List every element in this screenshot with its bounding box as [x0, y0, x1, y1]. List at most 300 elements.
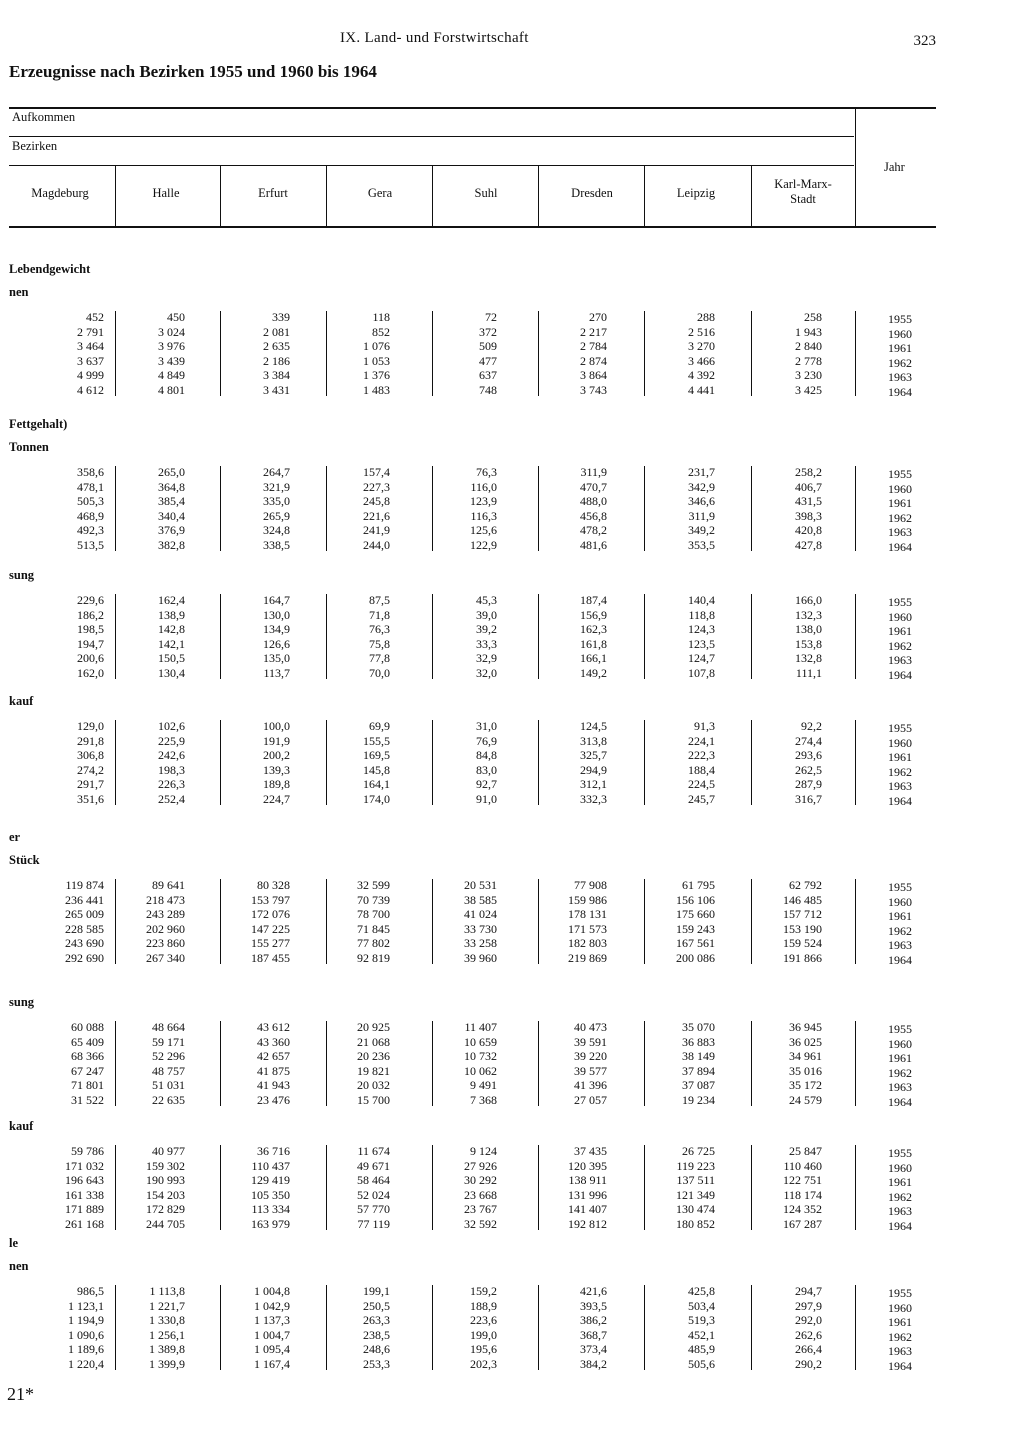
table-cell: 485,9	[688, 1342, 715, 1356]
table-cell: 102,6	[158, 719, 185, 733]
table-cell: 153 190	[783, 921, 822, 936]
table-cell: 386,2	[580, 1313, 607, 1327]
table-cell: 110 437	[251, 1158, 290, 1173]
year-cell: 1963	[888, 938, 912, 952]
table-cell: 505,3	[77, 494, 104, 508]
table-cell: 509	[479, 339, 497, 353]
table-cell: 228 585	[65, 921, 104, 936]
table-cell: 123,9	[470, 494, 497, 508]
year-cell: 1955	[888, 595, 912, 609]
table-cell: 245,7	[688, 791, 715, 806]
section-label: sung	[9, 995, 35, 1009]
section-label: Stück	[9, 853, 40, 867]
table-cell: 223 860	[146, 936, 185, 950]
table-cell: 364,8	[158, 479, 185, 494]
year-cell: 1961	[888, 624, 912, 638]
table-cell: 311,9	[580, 465, 607, 479]
table-cell: 3 439	[158, 353, 185, 368]
table-cell: 141 407	[568, 1202, 607, 1216]
table-cell: 87,5	[369, 593, 390, 607]
table-cell: 68 366	[71, 1049, 104, 1063]
year-cell: 1961	[888, 341, 912, 355]
table-cell: 481,6	[580, 537, 607, 552]
table-cell: 221,6	[363, 508, 390, 523]
table-cell: 32 599	[357, 878, 390, 892]
table-cell: 48 757	[152, 1063, 185, 1078]
table-cell: 40 473	[574, 1020, 607, 1034]
table-cell: 313,8	[580, 733, 607, 748]
table-cell: 153,8	[795, 636, 822, 651]
table-cell: 199,1	[363, 1284, 390, 1298]
table-cell: 77,8	[369, 651, 390, 665]
table-cell: 243 289	[146, 907, 185, 921]
table-cell: 159 243	[676, 921, 715, 936]
year-cell: 1963	[888, 1080, 912, 1094]
top-rule	[9, 107, 936, 109]
table-cell: 83,0	[476, 762, 497, 777]
table-cell: 332,3	[580, 791, 607, 806]
table-cell: 167 287	[783, 1216, 822, 1231]
table-cell: 36 025	[789, 1034, 822, 1049]
table-cell: 468,9	[77, 508, 104, 523]
column-header: Dresden	[571, 186, 613, 200]
section-label: kauf	[9, 1119, 34, 1133]
table-cell: 132,3	[795, 607, 822, 622]
section-label: Lebendgewicht	[9, 262, 91, 276]
table-cell: 1 123,1	[68, 1298, 104, 1313]
table-cell: 39 577	[574, 1063, 607, 1078]
table-cell: 124,3	[688, 622, 715, 636]
table-cell: 175 660	[676, 907, 715, 921]
table-cell: 262,5	[795, 762, 822, 777]
header-rule-1	[9, 136, 854, 137]
table-cell: 1 220,4	[68, 1356, 104, 1371]
table-cell: 124,7	[688, 651, 715, 665]
table-cell: 76,9	[476, 733, 497, 748]
table-cell: 306,8	[77, 748, 104, 762]
table-cell: 265,0	[158, 465, 185, 479]
table-cell: 33 258	[464, 936, 497, 950]
year-cell: 1962	[888, 510, 912, 525]
table-cell: 147 225	[251, 921, 290, 936]
table-cell: 163 979	[251, 1216, 290, 1231]
table-cell: 252,4	[158, 791, 185, 806]
table-cell: 2 516	[688, 324, 715, 339]
header-column-divider	[538, 165, 539, 226]
section-label: nen	[9, 285, 29, 299]
table-cell: 478,1	[77, 479, 104, 494]
year-cell: 1963	[888, 1204, 912, 1218]
table-cell: 157,4	[363, 465, 390, 479]
table-cell: 4 801	[158, 382, 185, 397]
table-cell: 38 585	[464, 892, 497, 907]
table-cell: 224,5	[688, 777, 715, 791]
table-cell: 105 350	[251, 1187, 290, 1202]
table-cell: 30 292	[464, 1173, 497, 1187]
table-cell: 258,2	[795, 465, 822, 479]
table-cell: 11 407	[464, 1020, 497, 1034]
table-cell: 267 340	[146, 950, 185, 965]
table-cell: 1 137,3	[254, 1313, 290, 1327]
year-cell: 1960	[888, 1160, 912, 1175]
table-cell: 124 352	[783, 1202, 822, 1216]
table-cell: 41 024	[464, 907, 497, 921]
year-cell: 1961	[888, 750, 912, 764]
year-cell: 1963	[888, 1344, 912, 1358]
table-cell: 145,8	[363, 762, 390, 777]
table-cell: 159 986	[568, 892, 607, 907]
table-cell: 130,0	[263, 607, 290, 622]
table-cell: 287,9	[795, 777, 822, 791]
table-cell: 26 725	[682, 1144, 715, 1158]
column-header: Erfurt	[258, 186, 288, 200]
table-cell: 34 961	[789, 1049, 822, 1063]
table-cell: 3 743	[580, 382, 607, 397]
table-cell: 340,4	[158, 508, 185, 523]
table-cell: 24 579	[789, 1092, 822, 1107]
column-divider	[855, 1021, 856, 1106]
table-cell: 92,2	[801, 719, 822, 733]
table-cell: 427,8	[795, 537, 822, 552]
table-cell: 11 674	[357, 1144, 390, 1158]
table-cell: 142,8	[158, 622, 185, 636]
table-cell: 76,3	[476, 465, 497, 479]
table-cell: 265,9	[263, 508, 290, 523]
table-cell: 519,3	[688, 1313, 715, 1327]
table-cell: 194,7	[77, 636, 104, 651]
table-cell: 41 875	[257, 1063, 290, 1078]
table-cell: 244 705	[146, 1216, 185, 1231]
table-cell: 110 460	[783, 1158, 822, 1173]
table-cell: 51 031	[152, 1078, 185, 1092]
table-cell: 1 376	[363, 368, 390, 382]
table-cell: 202 960	[146, 921, 185, 936]
table-cell: 372	[479, 324, 497, 339]
table-cell: 32,0	[476, 665, 497, 680]
table-cell: 1 042,9	[254, 1298, 290, 1313]
table-cell: 1 004,8	[254, 1284, 290, 1298]
table-cell: 748	[479, 382, 497, 397]
table-cell: 450	[167, 310, 185, 324]
table-cell: 138,0	[795, 622, 822, 636]
section-label: nen	[9, 1259, 29, 1273]
table-cell: 119 223	[676, 1158, 715, 1173]
table-cell: 349,2	[688, 523, 715, 537]
table-cell: 384,2	[580, 1356, 607, 1371]
table-cell: 31,0	[476, 719, 497, 733]
table-cell: 171 573	[568, 921, 607, 936]
table-cell: 159 302	[146, 1158, 185, 1173]
table-cell: 192 812	[568, 1216, 607, 1231]
table-cell: 23 668	[464, 1187, 497, 1202]
table-cell: 223,6	[470, 1313, 497, 1327]
table-cell: 7 368	[470, 1092, 497, 1107]
year-cell: 1961	[888, 1175, 912, 1189]
table-cell: 261 168	[65, 1216, 104, 1231]
table-cell: 162,3	[580, 622, 607, 636]
table-cell: 138 911	[568, 1173, 607, 1187]
table-cell: 39 220	[574, 1049, 607, 1063]
table-cell: 250,5	[363, 1298, 390, 1313]
table-cell: 3 466	[688, 353, 715, 368]
table-cell: 258	[804, 310, 822, 324]
year-cell: 1964	[888, 384, 912, 399]
table-cell: 70,0	[369, 665, 390, 680]
table-cell: 492,3	[77, 523, 104, 537]
table-cell: 312,1	[580, 777, 607, 791]
table-cell: 39 960	[464, 950, 497, 965]
table-cell: 2 791	[77, 324, 104, 339]
table-cell: 224,7	[263, 791, 290, 806]
year-cell: 1962	[888, 1329, 912, 1344]
table-cell: 4 612	[77, 382, 104, 397]
year-cell: 1960	[888, 735, 912, 750]
table-cell: 321,9	[263, 479, 290, 494]
table-cell: 162,0	[77, 665, 104, 680]
table-cell: 2 784	[580, 339, 607, 353]
year-cell: 1962	[888, 1189, 912, 1204]
table-cell: 91,0	[476, 791, 497, 806]
jahr-divider	[855, 109, 856, 226]
table-cell: 225,9	[158, 733, 185, 748]
table-cell: 245,8	[363, 494, 390, 508]
table-cell: 154 203	[146, 1187, 185, 1202]
table-cell: 100,0	[263, 719, 290, 733]
table-cell: 42 657	[257, 1049, 290, 1063]
table-cell: 27 926	[464, 1158, 497, 1173]
table-cell: 37 894	[682, 1063, 715, 1078]
table-cell: 505,6	[688, 1356, 715, 1371]
table-cell: 32 592	[464, 1216, 497, 1231]
table-cell: 274,4	[795, 733, 822, 748]
table-cell: 1 194,9	[68, 1313, 104, 1327]
table-cell: 188,9	[470, 1298, 497, 1313]
year-cell: 1961	[888, 909, 912, 923]
table-cell: 406,7	[795, 479, 822, 494]
column-header: Leipzig	[676, 186, 716, 200]
table-cell: 19 234	[682, 1092, 715, 1107]
table-cell: 2 217	[580, 324, 607, 339]
table-cell: 130,4	[158, 665, 185, 680]
table-cell: 41 396	[574, 1078, 607, 1092]
table-cell: 77 119	[357, 1216, 390, 1231]
table-cell: 171 889	[65, 1202, 104, 1216]
aufkommen-label: Aufkommen	[12, 110, 76, 124]
table-cell: 77 908	[574, 878, 607, 892]
table-cell: 135,0	[263, 651, 290, 665]
table-cell: 80 328	[257, 878, 290, 892]
table-cell: 243 690	[65, 936, 104, 950]
table-cell: 248,6	[363, 1342, 390, 1356]
table-cell: 342,9	[688, 479, 715, 494]
table-cell: 346,6	[688, 494, 715, 508]
year-cell: 1963	[888, 525, 912, 539]
table-cell: 470,7	[580, 479, 607, 494]
table-cell: 121 349	[676, 1187, 715, 1202]
table-cell: 196 643	[65, 1173, 104, 1187]
table-cell: 187 455	[251, 950, 290, 965]
year-cell: 1963	[888, 370, 912, 384]
table-cell: 1 330,8	[149, 1313, 185, 1327]
column-header: Suhl	[474, 186, 498, 200]
table-cell: 3 270	[688, 339, 715, 353]
table-cell: 23 767	[464, 1202, 497, 1216]
table-cell: 191,9	[263, 733, 290, 748]
table-cell: 290,2	[795, 1356, 822, 1371]
table-cell: 325,7	[580, 748, 607, 762]
table-cell: 9 124	[470, 1144, 497, 1158]
header-column-divider	[751, 165, 752, 226]
table-cell: 1 076	[363, 339, 390, 353]
table-cell: 264,7	[263, 465, 290, 479]
table-cell: 311,9	[688, 508, 715, 523]
table-cell: 124,5	[580, 719, 607, 733]
table-cell: 171 032	[65, 1158, 104, 1173]
table-cell: 19 821	[357, 1063, 390, 1078]
table-cell: 49 671	[357, 1158, 390, 1173]
table-cell: 118	[372, 310, 390, 324]
year-cell: 1961	[888, 496, 912, 510]
table-cell: 92,7	[476, 777, 497, 791]
table-cell: 130 474	[676, 1202, 715, 1216]
table-cell: 200,6	[77, 651, 104, 665]
table-cell: 38 149	[682, 1049, 715, 1063]
header-column-divider	[220, 165, 221, 226]
table-cell: 3 425	[795, 382, 822, 397]
table-cell: 226,3	[158, 777, 185, 791]
signature-mark: 21*	[7, 1384, 34, 1404]
table-cell: 1 483	[363, 382, 390, 397]
table-cell: 10 659	[464, 1034, 497, 1049]
table-cell: 172 076	[251, 907, 290, 921]
column-divider	[855, 720, 856, 805]
table-cell: 36 883	[682, 1034, 715, 1049]
table-cell: 129 419	[251, 1173, 290, 1187]
table-cell: 3 976	[158, 339, 185, 353]
table-cell: 3 464	[77, 339, 104, 353]
year-cell: 1962	[888, 1065, 912, 1080]
table-cell: 324,8	[263, 523, 290, 537]
table-cell: 1 189,6	[68, 1342, 104, 1356]
header-column-divider	[326, 165, 327, 226]
table-cell: 3 431	[263, 382, 290, 397]
table-cell: 122 751	[783, 1173, 822, 1187]
table-cell: 39,2	[476, 622, 497, 636]
page-number: 323	[913, 33, 936, 49]
header-column-divider	[115, 165, 116, 226]
table-cell: 159 524	[783, 936, 822, 950]
table-cell: 72	[485, 310, 497, 324]
table-cell: 188,4	[688, 762, 715, 777]
year-cell: 1962	[888, 923, 912, 938]
year-cell: 1964	[888, 1358, 912, 1373]
column-divider	[855, 1145, 856, 1230]
table-cell: 78 700	[357, 907, 390, 921]
table-cell: 488,0	[580, 494, 607, 508]
table-cell: 15 700	[357, 1092, 390, 1107]
year-cell: 1955	[888, 880, 912, 894]
table-cell: 39 591	[574, 1034, 607, 1049]
table-cell: 852	[372, 324, 390, 339]
table-cell: 398,3	[795, 508, 822, 523]
section-label: Tonnen	[9, 440, 49, 454]
table-cell: 169,5	[363, 748, 390, 762]
table-cell: 452,1	[688, 1327, 715, 1342]
table-cell: 35 016	[789, 1063, 822, 1078]
year-cell: 1955	[888, 1286, 912, 1300]
header-bottom-rule	[9, 226, 936, 228]
table-cell: 20 236	[357, 1049, 390, 1063]
table-cell: 200 086	[676, 950, 715, 965]
table-cell: 25 847	[789, 1144, 822, 1158]
table-cell: 91,3	[694, 719, 715, 733]
table-cell: 131 996	[568, 1187, 607, 1202]
table-cell: 9 491	[470, 1078, 497, 1092]
table-cell: 316,7	[795, 791, 822, 806]
table-cell: 242,6	[158, 748, 185, 762]
table-cell: 180 852	[676, 1216, 715, 1231]
table-cell: 178 131	[568, 907, 607, 921]
table-cell: 35 172	[789, 1078, 822, 1092]
table-cell: 156,9	[580, 607, 607, 622]
table-cell: 190 993	[146, 1173, 185, 1187]
table-cell: 3 637	[77, 353, 104, 368]
year-cell: 1962	[888, 355, 912, 370]
table-cell: 39,0	[476, 607, 497, 622]
table-cell: 40 977	[152, 1144, 185, 1158]
table-cell: 3 384	[263, 368, 290, 382]
table-cell: 43 612	[257, 1020, 290, 1034]
table-cell: 43 360	[257, 1034, 290, 1049]
table-cell: 92 819	[357, 950, 390, 965]
section-label: er	[9, 830, 21, 844]
table-cell: 1 090,6	[68, 1327, 104, 1342]
table-cell: 52 296	[152, 1049, 185, 1063]
table-cell: 3 864	[580, 368, 607, 382]
table-cell: 3 230	[795, 368, 822, 382]
table-cell: 120 395	[568, 1158, 607, 1173]
table-cell: 84,8	[476, 748, 497, 762]
column-divider	[855, 311, 856, 396]
table-cell: 138,9	[158, 607, 185, 622]
year-cell: 1955	[888, 312, 912, 326]
table-cell: 2 635	[263, 339, 290, 353]
table-cell: 61 795	[682, 878, 715, 892]
table-cell: 2 186	[263, 353, 290, 368]
table-cell: 385,4	[158, 494, 185, 508]
table-cell: 76,3	[369, 622, 390, 636]
table-cell: 425,8	[688, 1284, 715, 1298]
year-cell: 1962	[888, 638, 912, 653]
table-cell: 22 635	[152, 1092, 185, 1107]
table-cell: 71 845	[357, 921, 390, 936]
table-cell: 420,8	[795, 523, 822, 537]
table-cell: 238,5	[363, 1327, 390, 1342]
year-cell: 1964	[888, 1218, 912, 1233]
table-cell: 20 032	[357, 1078, 390, 1092]
table-cell: 161 338	[65, 1187, 104, 1202]
table-cell: 2 840	[795, 339, 822, 353]
table-cell: 393,5	[580, 1298, 607, 1313]
table-cell: 31 522	[71, 1092, 104, 1107]
table-cell: 146 485	[783, 892, 822, 907]
table-cell: 1 256,1	[149, 1327, 185, 1342]
table-cell: 202,3	[470, 1356, 497, 1371]
table-cell: 35 070	[682, 1020, 715, 1034]
table-cell: 174,0	[363, 791, 390, 806]
table-cell: 513,5	[77, 537, 104, 552]
table-cell: 48 664	[152, 1020, 185, 1034]
